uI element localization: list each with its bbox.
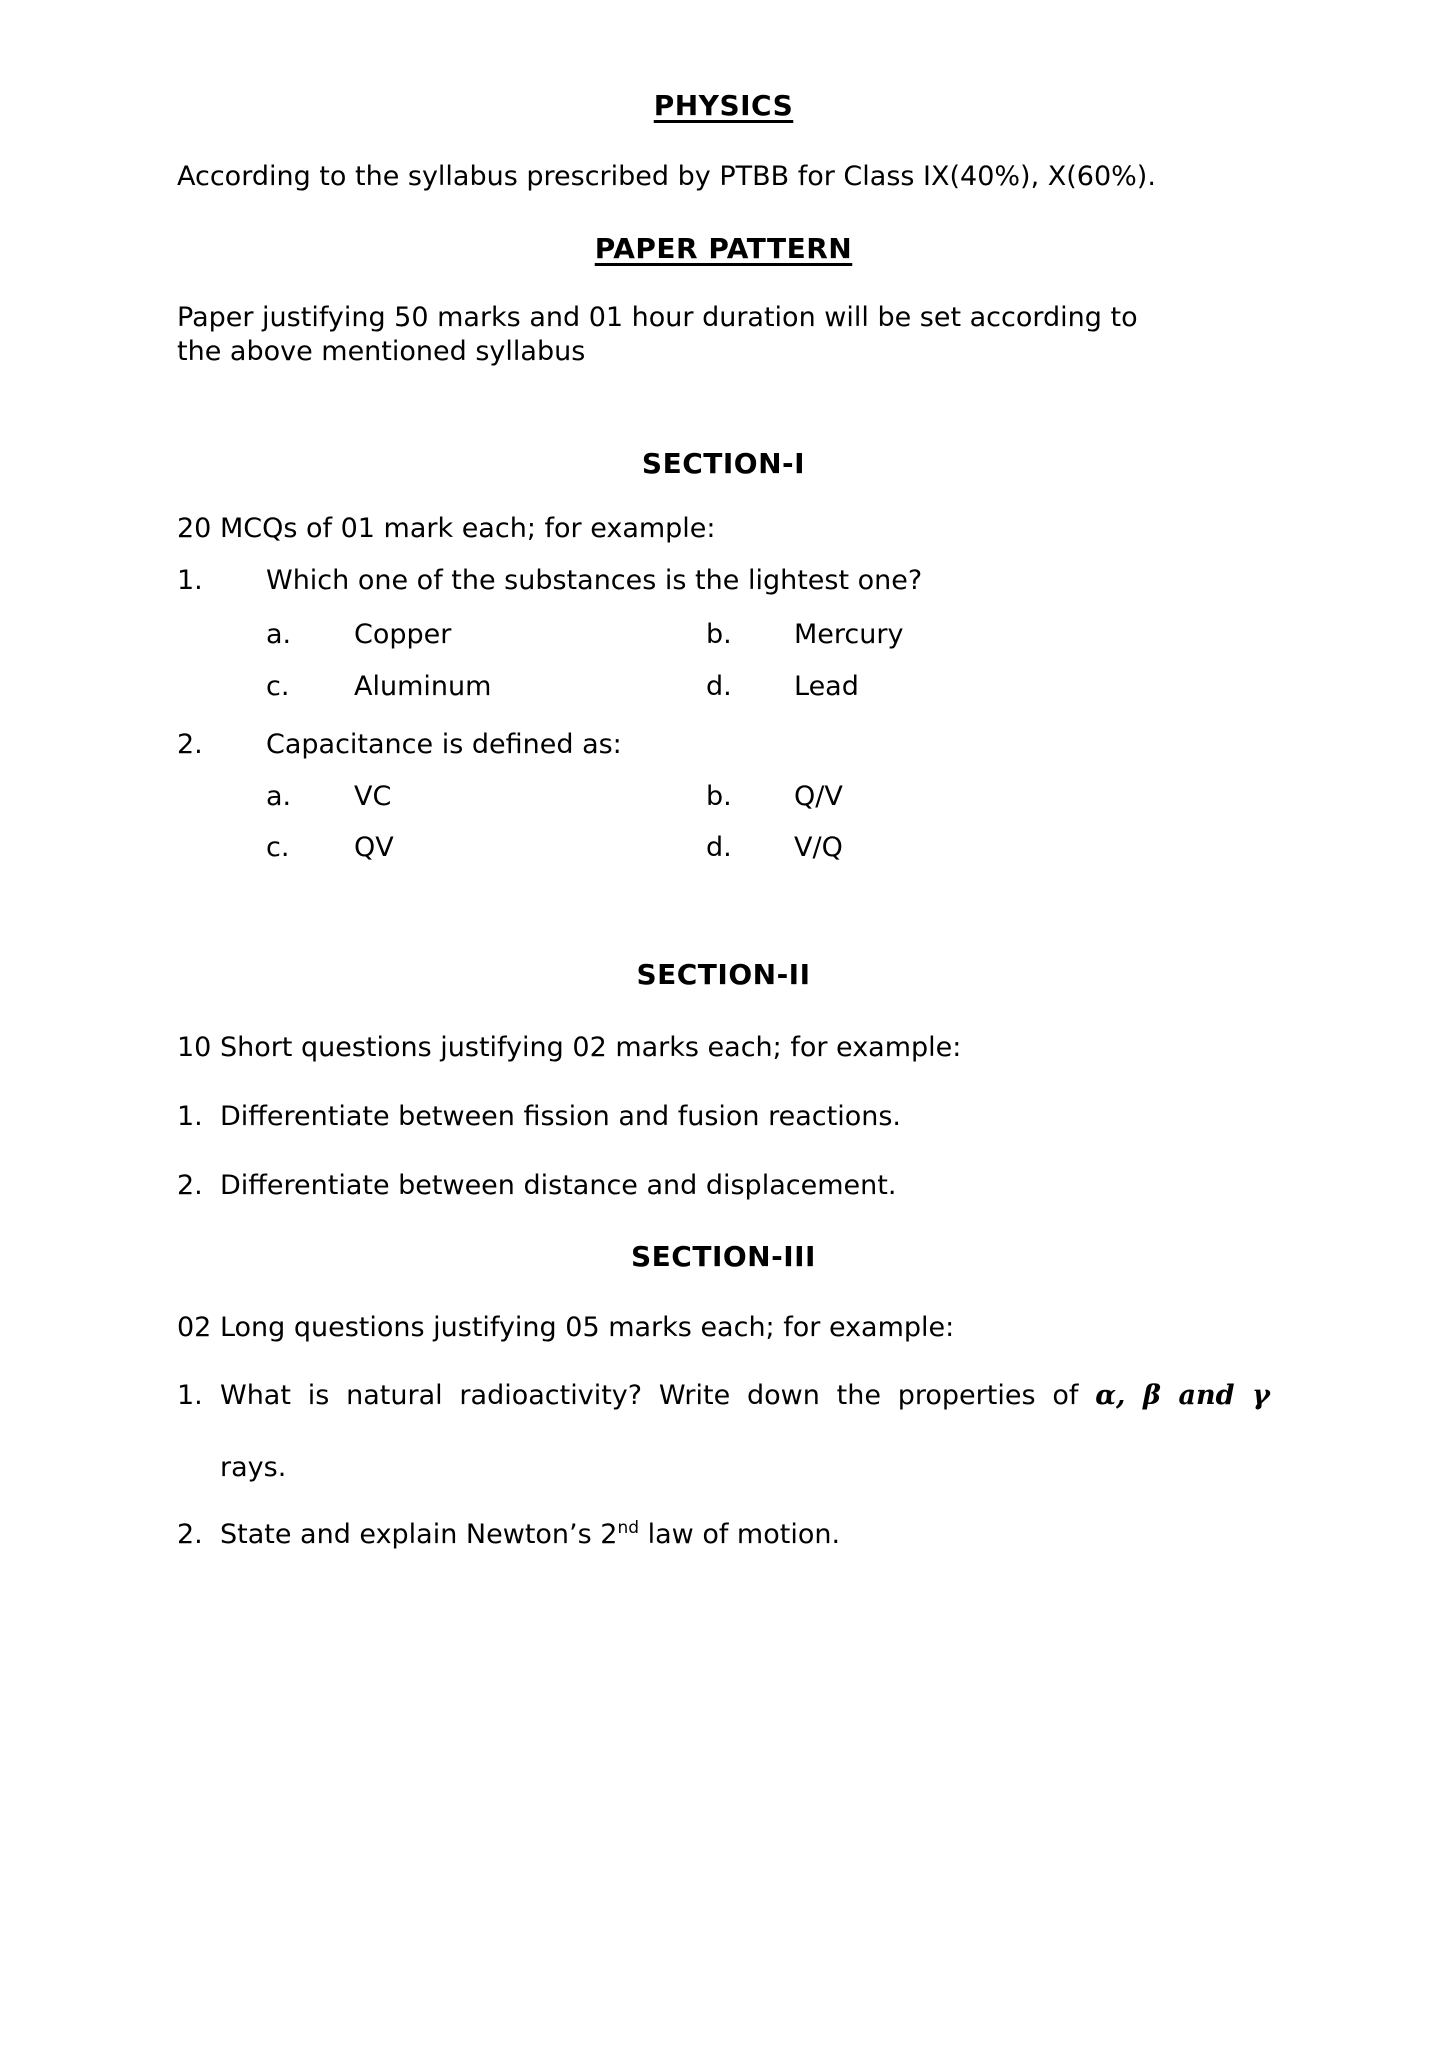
question-number: 1. xyxy=(177,1380,203,1411)
question-text xyxy=(220,1518,1270,1552)
option-label: c. xyxy=(266,832,290,863)
option-label: b. xyxy=(706,781,732,812)
section-3-lead: 02 Long questions justifying 05 marks each; for example: xyxy=(177,1312,955,1343)
question-text xyxy=(220,1379,1270,1413)
option-label: d. xyxy=(706,671,732,702)
question-number: 1. xyxy=(177,1101,203,1132)
greek-symbols: α, β and γ xyxy=(1095,1380,1270,1411)
mcq-question-2-options xyxy=(266,780,1270,865)
option-text: QV xyxy=(354,832,394,863)
section-1-heading: SECTION-I xyxy=(641,447,806,480)
option-text: V/Q xyxy=(794,832,843,863)
option-text: Q/V xyxy=(794,781,843,812)
short-question-1 xyxy=(177,1100,1270,1134)
option-text: Mercury xyxy=(794,619,904,650)
question-text-plain: What is natural radioactivity? Write down the properties of xyxy=(220,1380,1079,1411)
question-number-spacer xyxy=(177,1451,220,1485)
long-question-1-continuation xyxy=(177,1451,1270,1485)
question-text-plain: State and explain Newton’s 2 xyxy=(220,1519,618,1550)
question-number: 2. xyxy=(177,1519,203,1550)
mcq-question-1-options xyxy=(266,618,1270,704)
option-text: Lead xyxy=(794,671,859,702)
question-text: rays. xyxy=(220,1452,287,1483)
question-text-plain: law of motion. xyxy=(639,1519,841,1550)
section-2-lead: 10 Short questions justifying 02 marks each; for example: xyxy=(177,1032,962,1063)
paper-pattern-heading: PAPER PATTERN xyxy=(594,232,853,265)
pattern-paragraph xyxy=(177,301,1270,369)
option-label: b. xyxy=(706,619,732,650)
pattern-line-2: the above mentioned syllabus xyxy=(177,336,586,367)
mcq-question-1 xyxy=(177,564,1270,598)
intro-line: According to the syllabus prescribed by PTBB for Class IX(40%), X(60%). xyxy=(177,161,1156,192)
option-text: Aluminum xyxy=(354,671,492,702)
question-text: Differentiate between distance and displacement. xyxy=(220,1170,897,1201)
option-label: a. xyxy=(266,619,292,650)
option-text: Copper xyxy=(354,619,452,650)
short-question-2 xyxy=(177,1169,1270,1203)
question-text: Capacitance is defined as: xyxy=(266,729,622,760)
question-number: 2. xyxy=(177,729,203,760)
long-question-2 xyxy=(177,1518,1270,1552)
question-number: 1. xyxy=(177,565,203,596)
question-text: Which one of the substances is the lightest one? xyxy=(266,565,923,596)
mcq-question-2 xyxy=(177,728,1270,762)
section-1-lead: 20 MCQs of 01 mark each; for example: xyxy=(177,513,716,544)
ordinal-superscript: nd xyxy=(617,1518,640,1538)
long-question-1 xyxy=(177,1379,1270,1413)
question-text: Differentiate between fission and fusion reactions. xyxy=(220,1101,901,1132)
option-label: c. xyxy=(266,671,290,702)
option-label: a. xyxy=(266,781,292,812)
option-label: d. xyxy=(706,832,732,863)
option-text: VC xyxy=(354,781,392,812)
section-3-heading: SECTION-III xyxy=(631,1240,816,1273)
section-2-heading: SECTION-II xyxy=(636,958,811,991)
doc-title: PHYSICS xyxy=(653,89,794,122)
question-number: 2. xyxy=(177,1170,203,1201)
pattern-line-1: Paper justifying 50 marks and 01 hour duration will be set according to xyxy=(177,302,1138,333)
